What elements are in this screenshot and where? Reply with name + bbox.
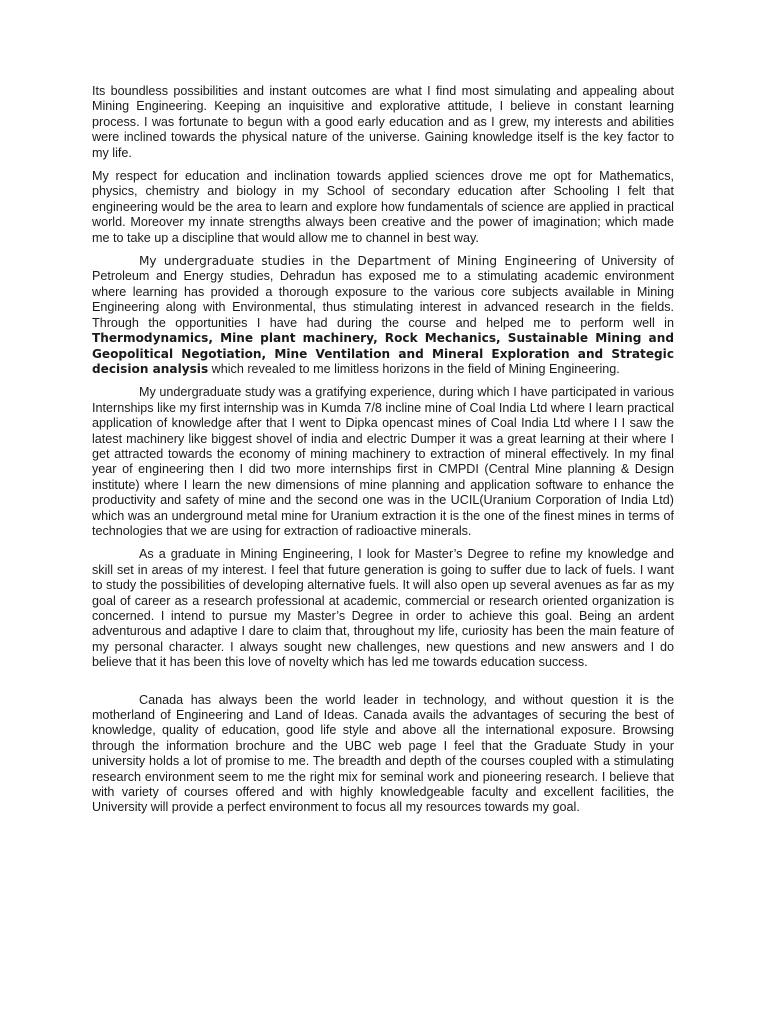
paragraph-canada: Canada has always been the world leader in technology, and without question it is the motherland of Engineering and Land of Ideas. Canada avails the advantages of securing the best of knowledge, quality of education, good life style and above all the international exposure. Browsing through the information brochure and the UBC web page I feel that the Graduate Study in your university holds a lot of promise to me. The breadth and depth of the courses coupled with a stimulating research environment seem to me the right mix for seminal work and pioneering research. I believe that with variety of courses offered and with highly knowledgeable faculty and excellent facilities, the University will provide a perfect environment to focus all my resources towards my goal. xyxy=(92,692,674,815)
document-page xyxy=(92,84,674,824)
paragraph-undergraduate-lead: My undergraduate studies in the Department of Mining Engineering xyxy=(139,254,577,269)
paragraph-undergraduate-closing: which revealed to me limitless horizons in the field of Mining Engineering. xyxy=(208,361,620,376)
paragraph-internships: My undergraduate study was a gratifying experience, during which I have participated in various Internships like my first internship was in Kumda 7/8 incline mine of Coal India Ltd where I learn practical application of knowledge after that I went to Dipka opencast mines of Coal India Ltd where I I saw the latest machinery like biggest shovel of india and electric Dumper it was a great learning at their where I get attracted towards the economy of mining machinery to extraction of mineral effectively. In my final year of engineering then I did two more internships first in CMPDI (Central Mine planning & Design institute) where I learn the new dimensions of mine planning and application software to enhance the productivity and safety of mine and the second one was in the UCIL(Uranium Corporation of India Ltd) which was an underground metal mine for Uranium extraction it is the one of the finest mines in terms of technologies that we are using for extraction of radioactive minerals. xyxy=(92,385,674,538)
paragraph-masters-goal: As a graduate in Mining Engineering, I look for Master’s Degree to refine my knowledge and skill set in areas of my interest. I feel that future generation is going to suffer due to lack of fuels. I want to study the possibilities of developing alternative fuels. It will also open up several avenues as far as my goal of career as a research professional at academic, commercial or research oriented organization is concerned. I intend to pursue my Master’s Degree in order to achieve this goal. Being an ardent adventurous and adaptive I dare to claim that, throughout my life, curiosity has been the main feature of my personal character. I always sought new challenges, new questions and new answers and I do believe that it has been this love of novelty which has led me towards education success. xyxy=(92,547,674,670)
paragraph-undergraduate-body: of University of Petroleum and Energy studies, Dehradun has exposed me to a stimulating academic environment where learning has provided a thorough exposure to the various core subjects available in Mining Engineering along with Environmental, thus stimulating interest in advanced research in the fields. Through the opportunities I have had during the course and helped me to perform well in xyxy=(92,254,674,330)
paragraph-education: My respect for education and inclination towards applied sciences drove me opt for Mathematics, physics, chemistry and biology in my School of secondary education after Schooling I felt that engineering would be the area to learn and explore how fundamentals of science are applied in practical world. Moreover my innate strengths always been creative and the power of imagination; which made me to take up a discipline that would allow me to channel in best way. xyxy=(92,169,674,245)
paragraph-undergraduate xyxy=(92,254,674,377)
paragraph-intro: Its boundless possibilities and instant outcomes are what I find most simulating and appealing about Mining Engineering. Keeping an inquisitive and explorative attitude, I believe in constant learning process. I was fortunate to begun with a good early education and as I grew, my interests and abilities were inclined towards the physical nature of the universe. Gaining knowledge itself is the key factor to my life. xyxy=(92,84,674,160)
paragraph-undergraduate-subjects: Thermodynamics, Mine plant machinery, Rock Mechanics, Sustainable Mining and Geopolitical Negotiation, Mine Ventilation and Mineral Exploration and Strategic decision analysis xyxy=(92,331,674,376)
